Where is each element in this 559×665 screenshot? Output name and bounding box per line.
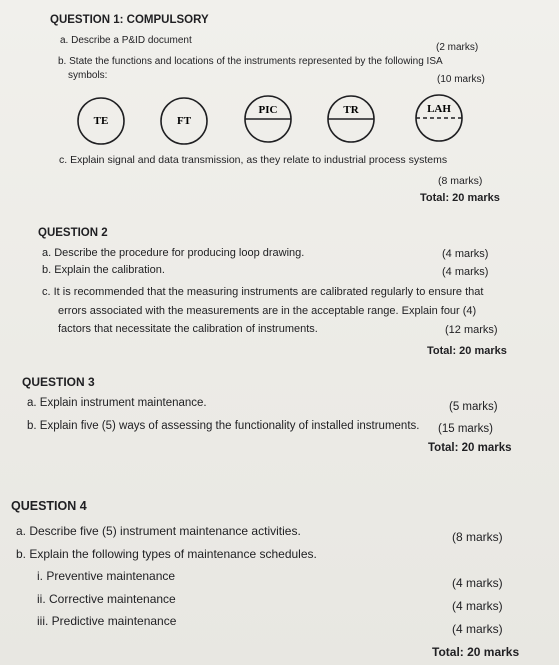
q3-title: QUESTION 3 (22, 375, 95, 389)
q1-b-text-line2: symbols: (68, 70, 108, 81)
isa-symbol-pic (243, 94, 293, 144)
q4-i-text: i. Preventive maintenance (37, 569, 176, 583)
isa-symbol-te (76, 96, 126, 146)
q4-a-text: a. Describe five (5) instrument maintenance activities. (16, 524, 301, 538)
q2-c-text-line1: c. It is recommended that the measuring instruments are calibrated regularly to ensure that (42, 286, 484, 298)
q2-b-marks: (4 marks) (442, 266, 489, 278)
isa-symbol-ft (159, 96, 209, 146)
isa-symbol-tr (326, 94, 376, 144)
isa-symbol-te-label: TE (93, 115, 109, 127)
q2-total: Total: 20 marks (427, 345, 507, 357)
q4-b-text: b. Explain the following types of maintenance schedules. (16, 547, 317, 561)
q2-a-marks: (4 marks) (442, 248, 489, 260)
q3-b-text: b. Explain five (5) ways of assessing the functionality of installed instruments. (27, 420, 420, 432)
q4-a-marks: (8 marks) (452, 530, 503, 544)
q3-b-marks: (15 marks) (438, 423, 493, 435)
isa-symbol-lah-label: LAH (427, 103, 451, 115)
q1-c-marks: (8 marks) (438, 175, 483, 187)
q2-c-text-line3: factors that necessitate the calibration of instruments. (58, 323, 318, 335)
q1-a-marks: (2 marks) (436, 42, 479, 53)
q1-c-text: c. Explain signal and data transmission, as they relate to industrial process systems (59, 154, 448, 166)
q3-total: Total: 20 marks (428, 442, 512, 454)
q4-ii-marks: (4 marks) (452, 599, 503, 613)
q1-a-text: a. Describe a P&ID document (60, 35, 192, 46)
q2-a-text: a. Describe the procedure for producing loop drawing. (42, 247, 305, 259)
q4-title: QUESTION 4 (11, 499, 87, 513)
q1-total: Total: 20 marks (420, 192, 500, 204)
q2-c-text-line2: errors associated with the measurements are in the acceptable range. Explain four (4) (58, 305, 477, 317)
q4-i-marks: (4 marks) (452, 576, 503, 590)
q1-b-marks: (10 marks) (437, 74, 485, 85)
q2-c-marks: (12 marks) (445, 324, 498, 336)
q2-title: QUESTION 2 (38, 227, 108, 239)
q3-a-marks: (5 marks) (449, 401, 498, 413)
q1-b-text-line1: b. State the functions and locations of the instruments represented by the following ISA (58, 56, 443, 67)
q4-total: Total: 20 marks (432, 645, 520, 659)
q4-iii-marks: (4 marks) (452, 622, 503, 636)
q2-b-text: b. Explain the calibration. (42, 264, 165, 276)
q3-a-text: a. Explain instrument maintenance. (27, 397, 207, 409)
isa-symbol-lah (414, 93, 464, 143)
q1-title: QUESTION 1: COMPULSORY (50, 14, 209, 26)
isa-symbol-pic-label: PIC (258, 104, 278, 116)
isa-symbol-ft-label: FT (176, 115, 192, 127)
isa-symbol-tr-label: TR (343, 104, 359, 116)
q4-iii-text: iii. Predictive maintenance (37, 614, 177, 628)
q4-ii-text: ii. Corrective maintenance (37, 592, 176, 606)
